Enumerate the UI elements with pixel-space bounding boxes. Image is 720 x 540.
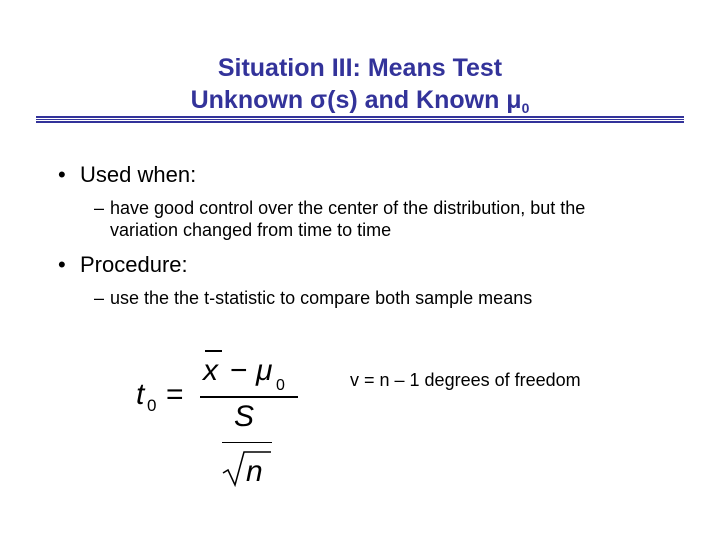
formula-lhs: t (136, 378, 145, 411)
title-rule-line-3 (36, 121, 684, 123)
title-line-1: Situation III: Means Test (217, 54, 503, 82)
main-fraction-bar (200, 396, 298, 398)
xbar-overline (205, 350, 222, 352)
subbullet-line-2: variation changed from time to time (110, 220, 392, 240)
formula-lhs-subscript: 0 (147, 396, 157, 415)
title-line-2-text: Unknown σ(s) and Known μ (190, 86, 522, 114)
formula-numerator-variable: x (203, 354, 218, 387)
subbullet-line-1: use the the t-statistic to compare both sample means (110, 288, 533, 308)
formula-equals: = (166, 378, 184, 411)
slide-title (0, 52, 720, 124)
title-line-2-subscript: 0 (521, 100, 530, 116)
subbullet-line-1: have good control over the center of the distribution, but the (110, 198, 586, 218)
title-rule-line-2 (36, 119, 684, 120)
bullet-procedure (58, 252, 188, 278)
degrees-of-freedom-note: v = n – 1 degrees of freedom (350, 370, 581, 390)
bullet-dot: • (58, 162, 66, 187)
bullet-label: Used when: (80, 162, 197, 187)
dash-marker: – (94, 288, 105, 308)
subbullet-used-when (94, 197, 585, 241)
title-rule-line-1 (36, 116, 684, 118)
formula-denominator-variable: S (234, 400, 255, 433)
bullet-dot: • (58, 252, 66, 277)
subbullet-procedure (94, 287, 532, 309)
dash-marker: – (94, 198, 105, 218)
bullet-label: Procedure: (80, 252, 188, 277)
formula-sqrt-variable: n (246, 455, 263, 488)
inner-fraction-bar (222, 442, 272, 443)
formula-mu: μ (256, 354, 273, 387)
bullet-used-when (58, 162, 196, 188)
formula-mu-subscript: 0 (276, 377, 285, 394)
title-line-2 (0, 84, 720, 124)
formula-minus: − (230, 354, 248, 387)
